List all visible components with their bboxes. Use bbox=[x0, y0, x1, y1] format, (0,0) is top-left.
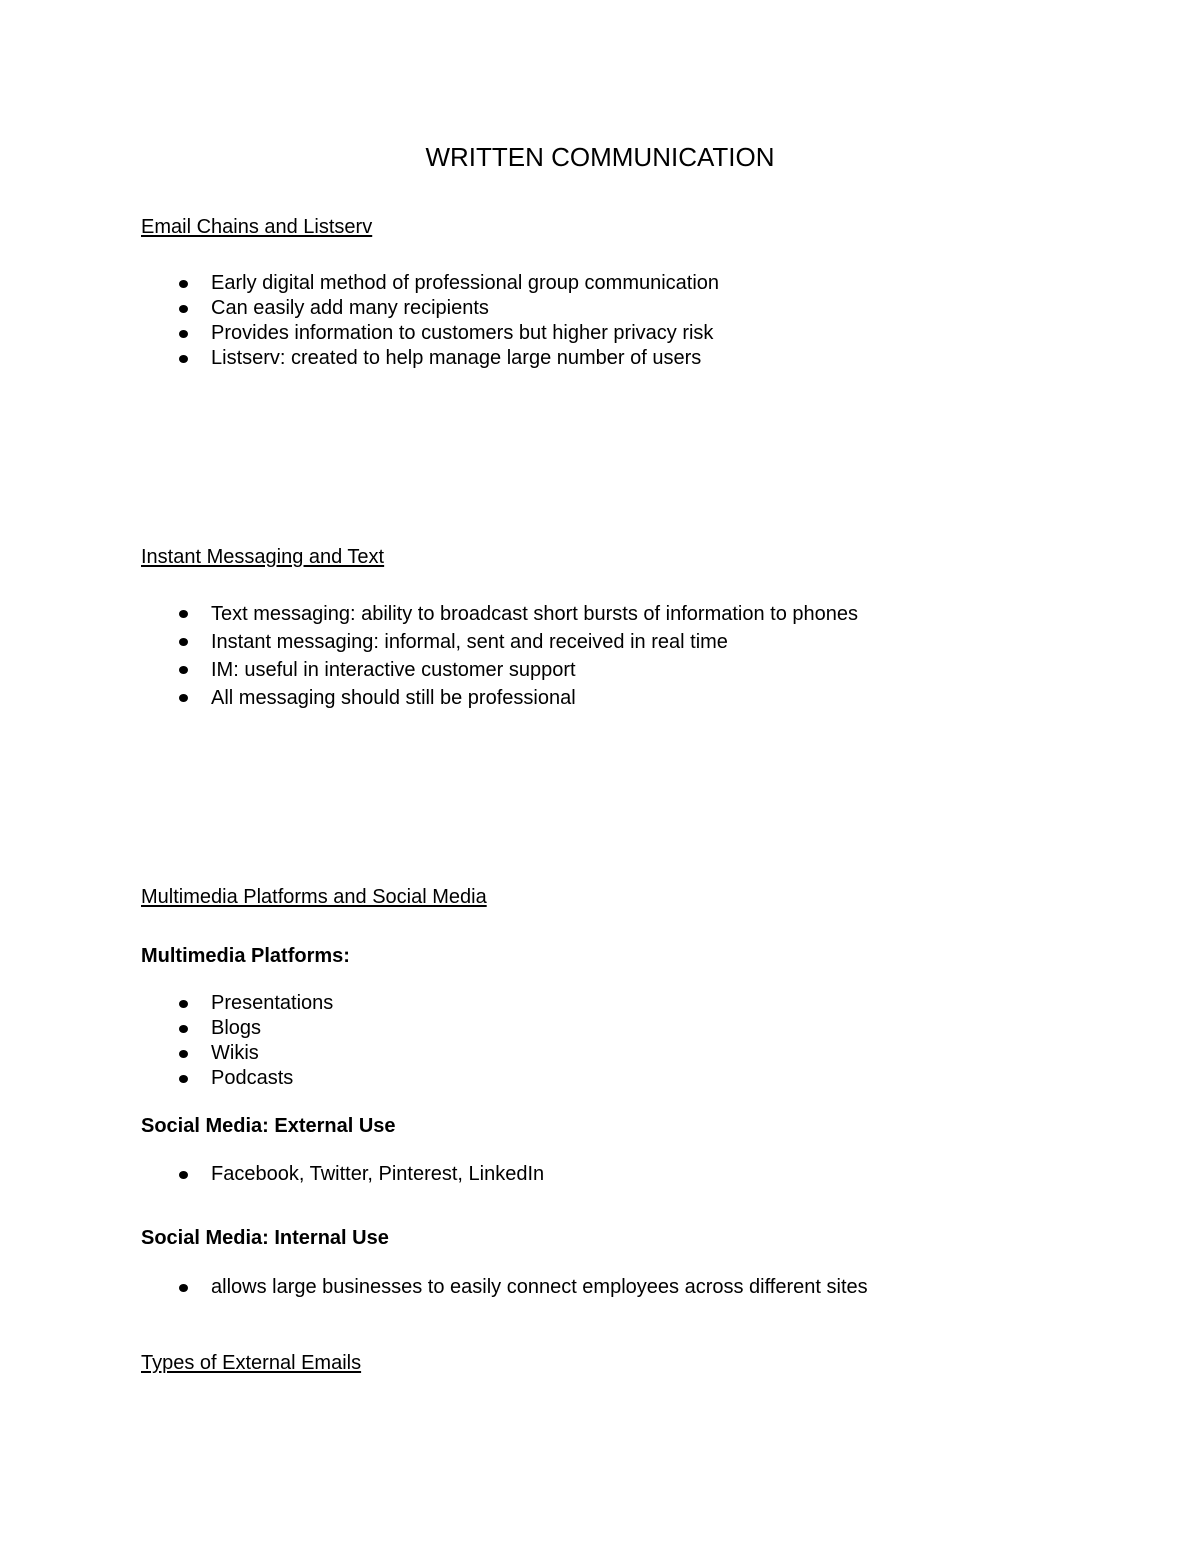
section-heading-multimedia-social: Multimedia Platforms and Social Media bbox=[141, 886, 487, 908]
subheading-multimedia-platforms: Multimedia Platforms: bbox=[141, 945, 350, 967]
list-item bbox=[141, 1066, 333, 1091]
list-item bbox=[141, 991, 333, 1016]
list-item bbox=[141, 600, 858, 628]
list-item bbox=[141, 1041, 333, 1066]
list-item bbox=[141, 321, 719, 346]
bullet-icon bbox=[179, 638, 188, 646]
list-item-text: IM: useful in interactive customer support bbox=[211, 659, 576, 681]
list-item bbox=[141, 1162, 544, 1187]
list-item-text: Early digital method of professional group communication bbox=[211, 272, 720, 294]
list-item-text: Podcasts bbox=[211, 1067, 294, 1089]
list-item-text: Listserv: created to help manage large number of users bbox=[211, 347, 702, 369]
bullet-icon bbox=[179, 280, 188, 288]
bullet-icon bbox=[179, 355, 188, 363]
list-item bbox=[141, 1275, 868, 1300]
bullet-icon bbox=[179, 1000, 188, 1008]
instant-messaging-bullet-list bbox=[141, 600, 858, 712]
list-item bbox=[141, 271, 719, 296]
list-item-text: Presentations bbox=[211, 992, 334, 1014]
subheading-social-media-external: Social Media: External Use bbox=[141, 1115, 396, 1137]
bullet-icon bbox=[179, 610, 188, 618]
list-item-text: Instant messaging: informal, sent and received in real time bbox=[211, 631, 728, 653]
bullet-icon bbox=[179, 305, 188, 313]
bullet-icon bbox=[179, 1075, 188, 1083]
list-item bbox=[141, 346, 719, 371]
list-item-text: Text messaging: ability to broadcast short bursts of information to phones bbox=[211, 603, 859, 625]
section-heading-instant-messaging: Instant Messaging and Text bbox=[141, 546, 385, 568]
list-item-text: Facebook, Twitter, Pinterest, LinkedIn bbox=[211, 1163, 545, 1185]
list-item-text: allows large businesses to easily connect employees across different sites bbox=[211, 1276, 868, 1298]
list-item bbox=[141, 1016, 333, 1041]
list-item-text: All messaging should still be professional bbox=[211, 687, 576, 709]
list-item-text: Provides information to customers but higher privacy risk bbox=[211, 322, 714, 344]
multimedia-platforms-bullet-list bbox=[141, 991, 333, 1091]
bullet-icon bbox=[179, 1171, 188, 1179]
list-item bbox=[141, 656, 858, 684]
subheading-social-media-internal: Social Media: Internal Use bbox=[141, 1227, 389, 1249]
bullet-icon bbox=[179, 666, 188, 674]
bullet-icon bbox=[179, 330, 188, 338]
section-heading-email-chains: Email Chains and Listserv bbox=[141, 216, 373, 238]
list-item bbox=[141, 684, 858, 712]
list-item bbox=[141, 296, 719, 321]
email-chains-bullet-list bbox=[141, 271, 719, 371]
bullet-icon bbox=[179, 1284, 188, 1292]
section-heading-external-emails: Types of External Emails bbox=[141, 1352, 362, 1374]
list-item-text: Blogs bbox=[211, 1017, 262, 1039]
document-title: WRITTEN COMMUNICATION bbox=[425, 142, 775, 172]
list-item-text: Can easily add many recipients bbox=[211, 297, 489, 319]
list-item-text: Wikis bbox=[211, 1042, 259, 1064]
bullet-icon bbox=[179, 1050, 188, 1058]
bullet-icon bbox=[179, 694, 188, 702]
social-media-external-bullet-list bbox=[141, 1162, 544, 1187]
social-media-internal-bullet-list bbox=[141, 1275, 868, 1300]
list-item bbox=[141, 628, 858, 656]
bullet-icon bbox=[179, 1025, 188, 1033]
